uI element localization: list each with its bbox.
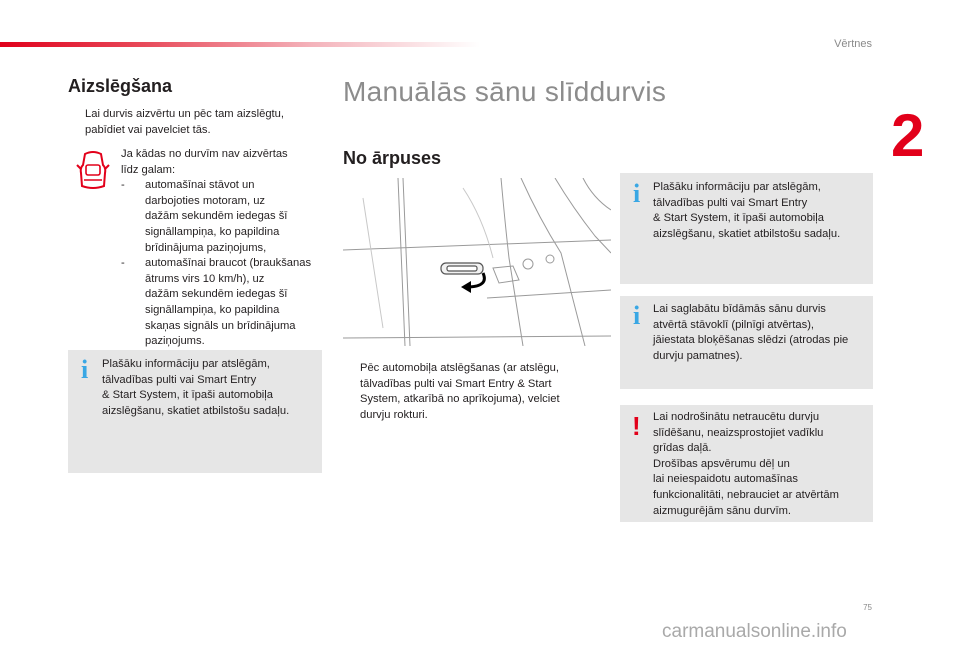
warning-line: signāllampiņa, ko papildina — [145, 225, 280, 238]
warning-line: ātrums virs 10 km/h), uz — [145, 272, 265, 285]
page-number: 75 — [863, 603, 872, 612]
info-box-text: Lai saglabātu bīdāmās sānu durvis atvērtā stāvoklī (pilnīgi atvērtas), jāiestata bloķēšanas slēdzi (atrodas pie durvju pamatnes). — [653, 303, 849, 362]
section-heading-from-outside: No ārpuses — [343, 148, 442, 168]
exclamation-icon: ! — [632, 411, 641, 441]
arrow-bullet-icon — [343, 361, 353, 423]
warning-line: Ja kādas no durvīm nav aizvērtas — [121, 148, 288, 160]
info-icon: i — [81, 355, 89, 384]
watermark[interactable]: carmanualsonline.info — [662, 621, 847, 642]
warning-line: brīdinājuma paziņojums, — [145, 241, 267, 254]
outside-step — [343, 361, 593, 423]
section-heading-locking: Aizslēgšana — [68, 76, 173, 96]
header-accent-bar — [0, 42, 480, 47]
info-box-text: Plašāku informāciju par atslēgām, tālvadības pulti vai Smart Entry & Start System, it īpaši automobiļa aizslēgšanu, skatiet atbilstošu sadaļu. — [653, 181, 841, 240]
warning-line: - automašīnai braucot (braukšanas — [121, 257, 312, 270]
warning-line: signāllampiņa, ko papildina — [145, 303, 280, 316]
info-box-text: Plašāku informāciju par atslēgām, tālvadības pulti vai Smart Entry & Start System, it īpaši automobiļa aizslēgšanu, skatiet atbilstošu sadaļu. — [102, 358, 290, 417]
warning-line: līdz galam: — [121, 163, 176, 176]
warning-line: dažām sekundēm iedegas šī — [145, 288, 288, 301]
warning-line: dažām sekundēm iedegas šī — [145, 210, 288, 223]
door-open-warning-icon — [76, 150, 110, 192]
warning-box-sliding — [620, 405, 873, 522]
locking-step — [68, 107, 284, 138]
info-box-door-open — [620, 296, 873, 389]
warning-line: paziņojums. — [145, 335, 205, 348]
warning-line: darbojoties motoram, uz — [145, 194, 266, 207]
info-box-keys-right — [620, 173, 873, 284]
warning-line: skaņas signāls un brīdinājuma — [145, 319, 296, 332]
info-box-keys — [68, 350, 322, 473]
locking-step-text: Lai durvis aizvērtu un pēc tam aizslēgtu, pabīdiet vai pavelciet tās. — [85, 108, 284, 136]
door-warning-text — [121, 147, 326, 350]
page-title: Manuālās sānu slīddurvis — [343, 76, 667, 107]
info-icon: i — [633, 179, 641, 208]
chapter-number: 2 — [891, 102, 925, 169]
outside-step-text: Pēc automobiļa atslēgšanas (ar atslēgu, tālvadības pulti vai Smart Entry & Start System, atkarībā no aprīkojuma), velciet durvju rokturi. — [360, 362, 560, 421]
warning-box-text: Lai nodrošinātu netraucētu durvju slīdēšanu, neaizsprostojiet vadīklu grīdas daļā. Drošības apsvērumu dēļ un lai neiespaidotu automašīnas funkcionalitāti, nebrauciet ar atvērtām aizmugurējām sānu durvīm. — [653, 411, 839, 517]
sliding-door-illustration — [343, 178, 611, 346]
info-icon: i — [633, 301, 641, 330]
warning-line: - automašīnai stāvot un — [121, 179, 255, 192]
chapter-label: Vērtnes — [834, 38, 872, 50]
arrow-bullet-icon — [68, 107, 78, 138]
